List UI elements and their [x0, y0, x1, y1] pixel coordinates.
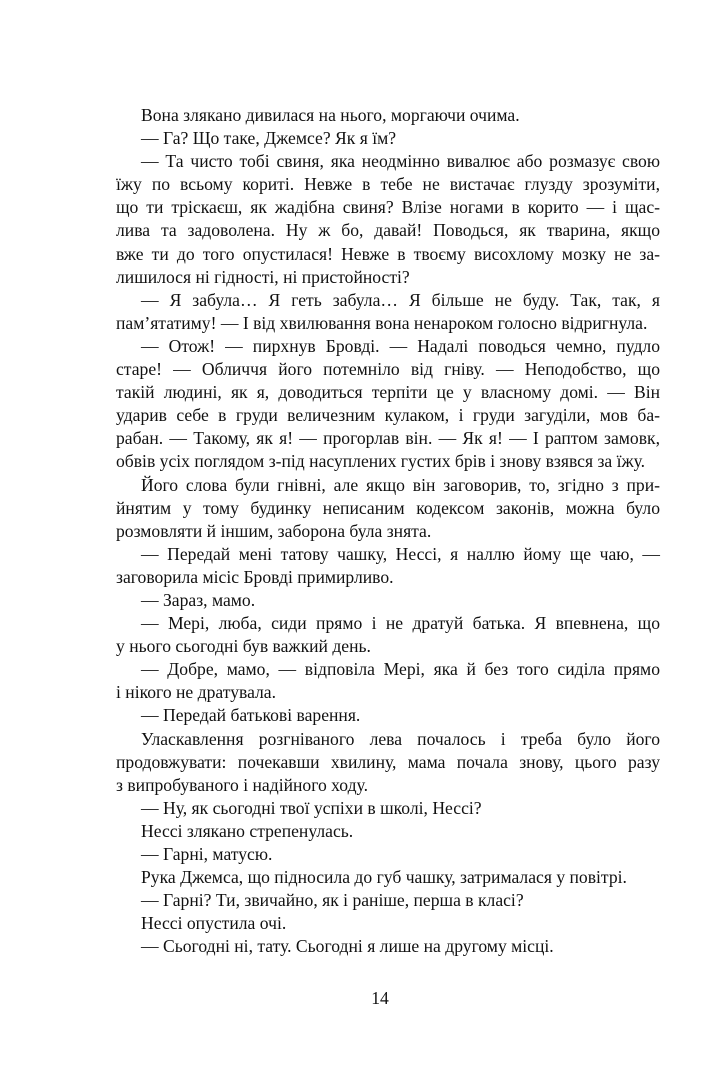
text-line: обвів усіх поглядом з-під насуплених густих брів і знову взявся за їжу.	[116, 451, 646, 472]
text-line: заговорила місіс Бровді примирливо.	[116, 566, 394, 587]
text-line: продовжувати: почекавши хвилину, мама почала знову, цього разу	[116, 751, 660, 772]
text-line: — Отож! — пирхнув Бровді. — Надалі поводься чемно, пудло	[141, 335, 660, 356]
text-line: Рука Джемса, що підносила до губ чашку, затрималася у повітрі.	[141, 867, 627, 888]
text-line: пам’ятатиму! — І від хвилювання вона ненароком голосно відригнула.	[116, 312, 648, 333]
text-line: у нього сьогодні був важкий день.	[116, 636, 371, 657]
text-line: — Передай мені татову чашку, Нессі, я наллю йому ще чаю, —	[141, 543, 660, 564]
text-line: — Мері, люба, сиди прямо і не дратуй батька. Я впевнена, що	[141, 613, 660, 634]
text-line: — Зараз, мамо.	[141, 589, 256, 610]
text-line: — Я забула… Я геть забула… Я більше не буду. Так, так, я	[141, 289, 660, 310]
text-line: Нессі опустила очі.	[141, 913, 287, 934]
text-line: розмовляти й іншим, заборона була знята.	[116, 520, 432, 541]
text-line: лишилося ні гідності, ні пристойності?	[116, 266, 410, 287]
text-line: — Та чисто тобі свиня, яка неодмінно вивалює або розмазує свою	[141, 151, 660, 172]
text-line: Улаcкавлення розгніваного лева почалось і треба було його	[141, 728, 660, 749]
text-line: — Ну, як сьогодні твої успіхи в школі, Нессі?	[141, 797, 482, 818]
text-line: лива та задоволена. Ну ж бо, давай! Поводься, як тварина, якщо	[116, 220, 660, 241]
text-line: такій людині, як я, доводиться терпіти це у власному домі. — Він	[116, 382, 660, 403]
body-text	[116, 104, 660, 958]
text-line: йнятим у тому будинку неписаним кодексом законів, можна було	[116, 497, 660, 518]
text-line: — Га? Що таке, Джемсе? Як я їм?	[141, 128, 397, 149]
text-line: — Сьогодні ні, тату. Сьогодні я лише на другому місці.	[141, 936, 554, 957]
text-line: — Гарні? Ти, звичайно, як і раніше, перша в класі?	[141, 890, 524, 911]
text-line: старе! — Обличчя його потемніло від гніву. — Неподобство, що	[116, 359, 660, 380]
text-line: рабан. — Такому, як я! — прогорлав він. — Як я! — І раптом замовк,	[116, 428, 660, 449]
page-number: 14	[371, 988, 389, 1008]
text-line: вже ти до того опустилася! Невже в твоєму висохлому мозку не за-	[116, 243, 660, 264]
text-line: Вона злякано дивилася на нього, моргаючи очима.	[141, 105, 520, 125]
text-line: — Гарні, матусю.	[141, 844, 273, 864]
text-line: їжу по всьому кориті. Невже в тебе не вистачає глузду зрозуміти,	[116, 174, 660, 195]
text-line: ударив себе в груди величезним кулаком, і груди загуділи, мов ба-	[116, 405, 660, 426]
text-line: з випробуваного і надійного ходу.	[116, 774, 368, 795]
text-line: Нессі злякано стрепенулась.	[141, 820, 354, 841]
text-line: — Передай батькові варення.	[141, 705, 361, 726]
text-line: і нікого не дратувала.	[116, 682, 277, 703]
text-line: — Добре, мамо, — відповіла Мері, яка й без того сиділа прямо	[141, 659, 660, 680]
text-line: що ти тріскаєш, як жадібна свиня? Влізе ногами в корито — і щас-	[116, 197, 660, 218]
text-line: Його слова були гнівні, але якщо він заговорив, то, згідно з при-	[141, 474, 660, 495]
